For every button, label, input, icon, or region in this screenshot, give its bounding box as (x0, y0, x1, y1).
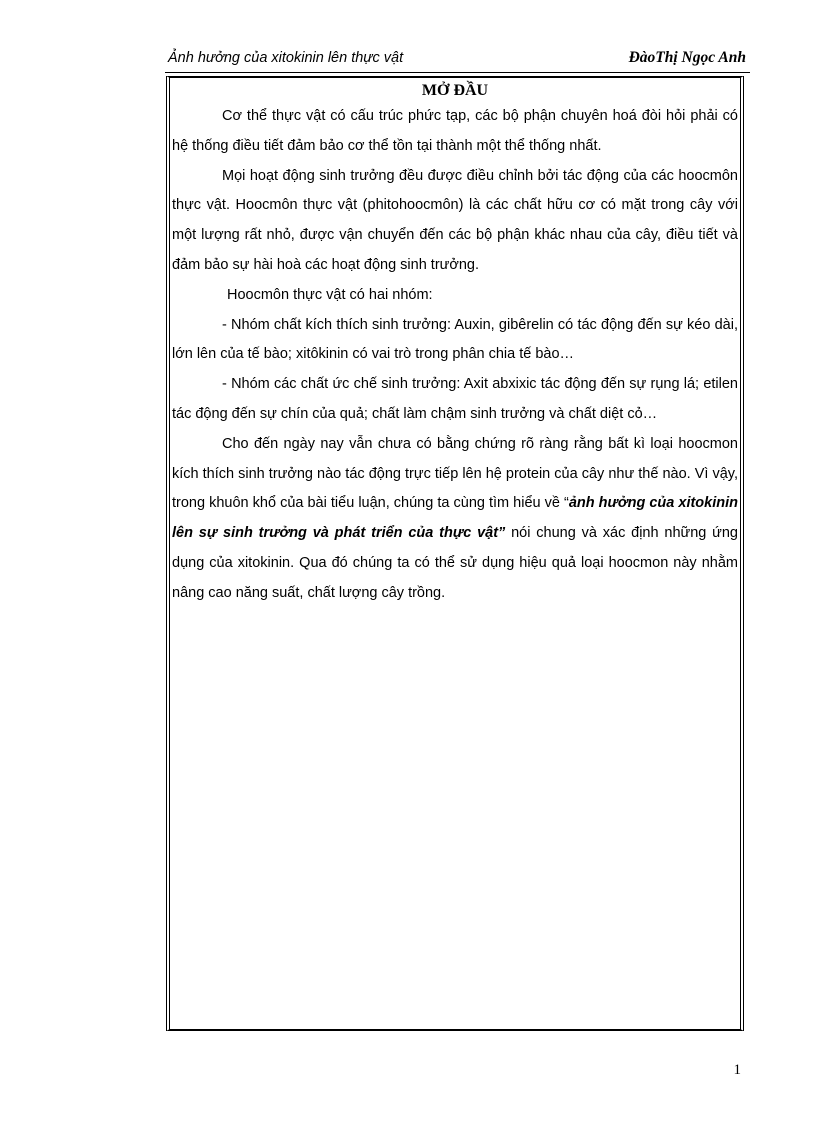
header-title: Ảnh hưởng của xitokinin lên thực vật (168, 50, 404, 66)
paragraph-6-text-end: nói chung và xác định những ứng dụng của xitokinin. Qua đó chúng ta có thể sử dụng hiệu quả loại hoocmon này nhằm nâng cao năng suất, chất lượng cây trồng. (172, 525, 738, 601)
section-title: MỞ ĐẦU (421, 82, 489, 99)
paragraph-1: Cơ thể thực vật có cấu trúc phức tạp, các bộ phận chuyên hoá đòi hỏi phải có hệ thống điều tiết đảm bảo cơ thể tồn tại thành một thể thống nhất. (172, 108, 738, 154)
paragraph-6-emphasis: ảnh hưởng của xitokinin lên sự sinh trưởng và phát triển của thực vật” (172, 495, 739, 542)
paragraph-3: Hoocmôn thực vật có hai nhóm: (227, 286, 433, 303)
paragraph-6 (172, 430, 738, 609)
paragraph-5: - Nhóm các chất ức chế sinh trưởng: Axit abxixic tác động đến sự rụng lá; etilen tác động đến sự chín của quả; chất làm chậm sinh trưởng và chất diệt cỏ… (172, 376, 738, 422)
page-number: 1 (733, 1062, 741, 1078)
paragraph-4: - Nhóm chất kích thích sinh trưởng: Auxin, gibêrelin có tác động đến sự kéo dài, lớn lên của tế bào; xitôkinin có vai trò trong phân chia tế bào… (172, 316, 738, 363)
paragraph-6-text-start: Cho đến ngày nay vẫn chưa có bằng chứng rõ ràng rằng bất kì loại hoocmon kích thích sinh trưởng nào tác động trực tiếp lên hệ protein của cây như thế nào. Vì vậy, trong khuôn khổ của bài tiểu luận, chúng ta cùng tìm hiểu về “ (172, 435, 738, 512)
header-rule (165, 72, 750, 73)
document-body (172, 80, 738, 609)
header-author: ĐàoThị Ngọc Anh (628, 49, 746, 66)
paragraph-2: Mọi hoạt động sinh trưởng đều được điều chỉnh bởi tác động của các hoocmôn thực vật. Hoocmôn thực vật (phitohoocmôn) là các chất hữu cơ có mặt trong cây với một lượng rất nhỏ, được vận chuyển đến các bộ phận khác nhau của cây, điều tiết và đảm bảo sự hài hoà các hoạt động sinh trưởng. (172, 167, 738, 273)
